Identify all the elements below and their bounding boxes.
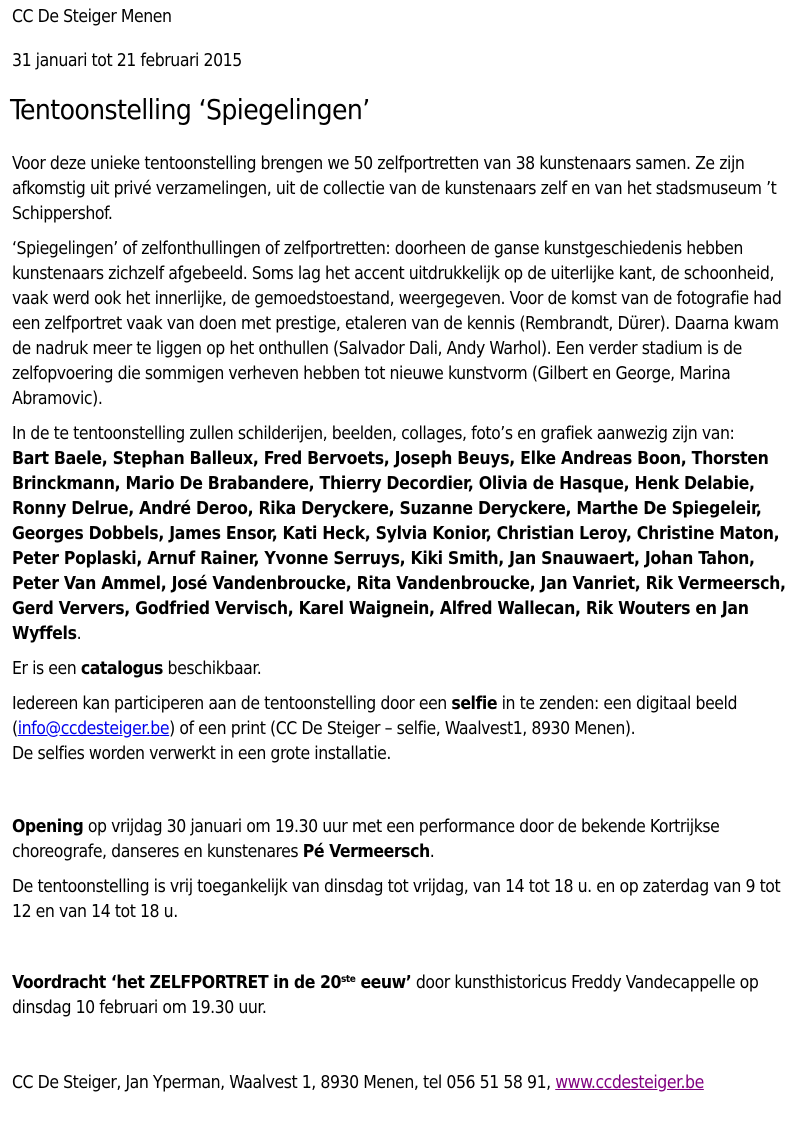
selfie-mid: in te zenden: een digitaal beeld ( <box>12 694 738 739</box>
website-link[interactable]: www.ccdesteiger.be <box>555 1073 704 1093</box>
opening-bold: Opening <box>12 817 84 837</box>
spacer <box>12 1031 792 1071</box>
lecture-title-a: Voordracht ‘het ZELFPORTRET in de 20 <box>12 973 341 993</box>
intro-paragraph-1: Voor deze unieke tentoonstelling brengen we 50 zelfportretten van 38 kunstenaars samen. Ze zijn afkomstig uit privé verzamelingen, uit de collectie van de kunstenaars zelf en van het stadsmuseum ’t Schippershof. <box>12 154 777 224</box>
opening-text: op vrijdag 30 januari om 19.30 uur met een performance door de bekende Kortrijkse choreografe, danseres en kunstenares <box>12 817 720 862</box>
opening-paragraph <box>12 815 792 865</box>
email-link[interactable]: info@ccdesteiger.be <box>17 719 170 739</box>
selfie-bold: selfie <box>451 694 498 714</box>
selfie-line2: De selfies worden verwerkt in een grote installatie. <box>12 744 391 764</box>
lecture-paragraph <box>12 971 792 1021</box>
selfie-post: ) of een print (CC De Steiger – selfie, Waalvest1, 8930 Menen). <box>169 719 636 739</box>
artists-lead: In de te tentoonstelling zullen schilderijen, beelden, collages, foto’s en grafiek aanwezig zijn van: <box>12 424 735 444</box>
lecture-text: door kunsthistoricus Freddy Vandecappelle op dinsdag 10 februari om 19.30 uur. <box>12 973 759 1018</box>
artists-end: . <box>76 624 82 644</box>
intro-paragraph-2: ‘Spiegelingen’ of zelfonthullingen of zelfportretten: doorheen de ganse kunstgeschiedenis hebben kunstenaars zichzelf afgebeeld. Soms lag het accent uitdrukkelijk op de uiterlijke kant, de schoonheid, vaak werd ook het innerlijke, de gemoedstoestand, weergegeven. Voor de komst van de fotografie had een zelfportret vaak van doen met prestige, etaleren van de kennis (Rembrandt, Dürer). Daarna kwam de nadruk meer te liggen op het onthullen (Salvador Dali, Andy Warhol). Een verder stadium is de zelfopvoering die sommigen verheven hebben tot nieuwe kunstvorm (Gilbert en George, Marina Abramovic). <box>12 239 782 409</box>
catalogue-pre: Er is een <box>12 659 81 679</box>
document-body <box>12 152 792 1106</box>
artists-paragraph <box>12 422 792 647</box>
catalogue-bold: catalogus <box>80 659 163 679</box>
lecture-title <box>12 973 411 993</box>
spacer <box>12 935 792 971</box>
lecture-title-b: eeuw’ <box>355 973 412 993</box>
selfie-pre: Iedereen kan participeren aan de tentoonstelling door een <box>12 694 452 714</box>
selfie-paragraph <box>12 692 792 767</box>
footer-text: CC De Steiger, Jan Yperman, Waalvest 1, 8930 Menen, tel 056 51 58 91, <box>12 1073 556 1093</box>
opening-end: . <box>429 842 435 862</box>
page-title: Tentoonstelling ‘Spiegelingen’ <box>10 93 370 126</box>
hours-paragraph: De tentoonstelling is vrij toegankelijk van dinsdag tot vrijdag, van 14 tot 18 u. en op zaterdag van 9 tot 12 en van 14 tot 18 u. <box>12 877 781 922</box>
lecture-sup: ste <box>341 974 356 985</box>
catalogue-paragraph <box>12 657 792 682</box>
spacer <box>12 777 792 815</box>
footer-contact <box>12 1071 792 1096</box>
artist-names: Bart Baele, Stephan Balleux, Fred Bervoets, Joseph Beuys, Elke Andreas Boon, Thorsten Brinckmann, Mario De Brabandere, Thierry Decordier, Olivia de Hasque, Henk Delabie, Ronny Delrue, André Deroo, Rika Deryckere, Suzanne Deryckere, Marthe De Spiegeleir, Georges Dobbels, James Ensor, Kati Heck, Sylvia Konior, Christian Leroy, Christine Maton, Peter Poplaski, Arnuf Rainer, Yvonne Serruys, Kiki Smith, Jan Snauwaert, Johan Tahon, Peter Van Ammel, José Vandenbroucke, Rita Vandenbroucke, Jan Vanriet, Rik Vermeersch, Gerd Ververs, Godfried Vervisch, Karel Waignein, Alfred Wallecan, Rik Wouters en Jan Wyffels <box>12 449 786 644</box>
exhibition-dates: 31 januari tot 21 februari 2015 <box>12 51 242 71</box>
organization-name: CC De Steiger Menen <box>12 7 172 27</box>
performer-name: Pé Vermeersch <box>302 842 430 862</box>
catalogue-post: beschikbaar. <box>162 659 262 679</box>
